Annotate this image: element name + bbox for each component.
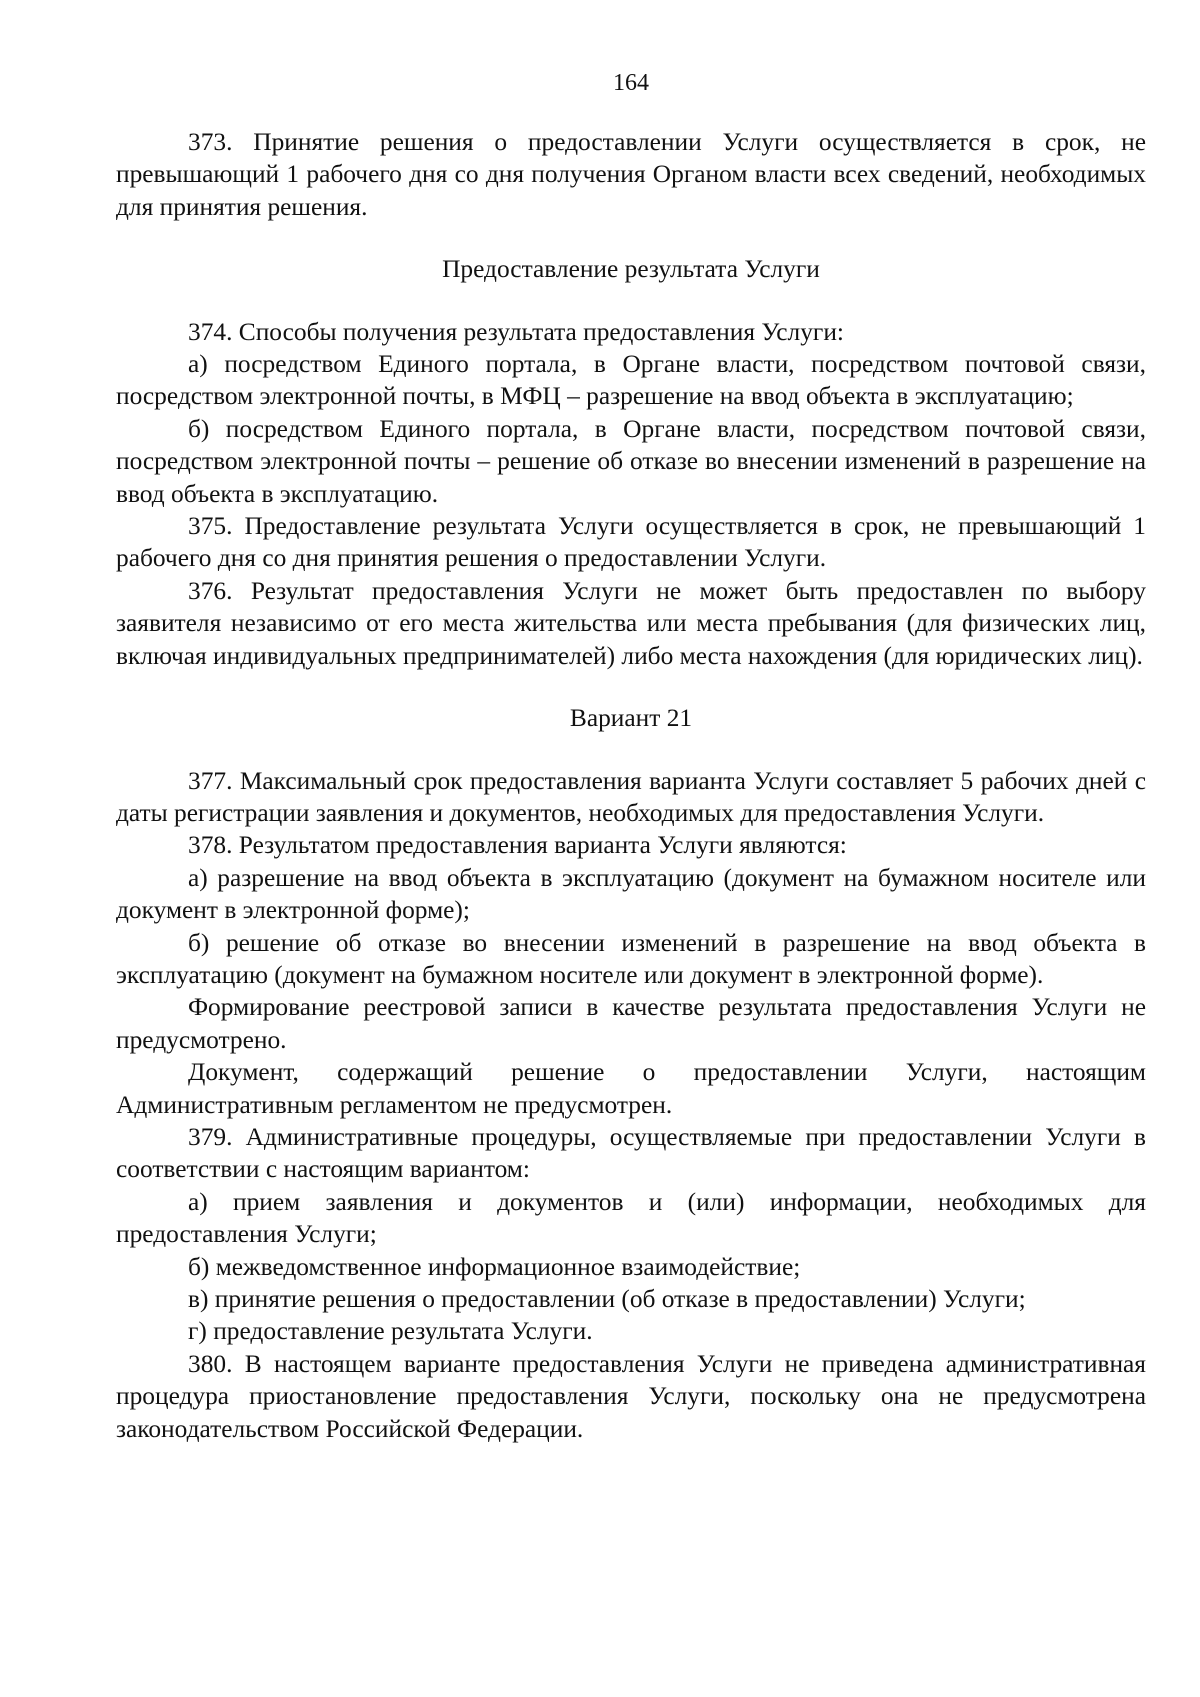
- paragraph-document: Документ, содержащий решение о предоставлении Услуги, настоящим Административным регламентом не предусмотрен.: [116, 1058, 1146, 1119]
- section-heading-result: Предоставление результата Услуги: [442, 255, 820, 284]
- paragraph-378-a: а) разрешение на ввод объекта в эксплуатацию (документ на бумажном носителе или документ в электронной форме);: [116, 863, 1146, 925]
- paragraph-377: 377. Максимальный срок предоставления варианта Услуги составляет 5 рабочих дней с даты регистрации заявления и документов, необходимых для предоставления Услуги.: [116, 766, 1146, 827]
- paragraph-379: 379. Административные процедуры, осуществляемые при предоставлении Услуги в соответствии с настоящим вариантом:: [116, 1122, 1146, 1184]
- paragraph-379-c: в) принятие решения о предоставлении (об отказе в предоставлении) Услуги;: [188, 1285, 1026, 1313]
- paragraph-374: 374. Способы получения результата предоставления Услуги:: [188, 317, 844, 346]
- document-body: [116, 126, 1146, 1445]
- paragraph-376: 376. Результат предоставления Услуги не может быть предоставлен по выбору заявителя независимо от его места жительства или места пребывания (для физических лиц, включая индивидуальных предпринимателей) либо места нахождения (для юридических лиц).: [116, 576, 1146, 670]
- paragraph-378-b: б) решение об отказе во внесении изменений в разрешение на ввод объекта в эксплуатацию (документ на бумажном носителе или документ в электронной форме).: [116, 928, 1146, 989]
- paragraph-373: 373. Принятие решения о предоставлении Услуги осуществляется в срок, не превышающий 1 рабочего дня со дня получения Органом власти всех сведений, необходимых для принятия решения.: [116, 128, 1146, 221]
- document-page: [116, 0, 1146, 1697]
- spacer: [116, 286, 1146, 316]
- paragraph-374-a: а) посредством Единого портала, в Органе власти, посредством почтовой связи, посредством электронной почты, в МФЦ – разрешение на ввод объекта в эксплуатацию;: [116, 350, 1146, 411]
- paragraph-379-a: а) прием заявления и документов и (или) информации, необходимых для предоставления Услуги;: [116, 1187, 1146, 1249]
- paragraph-374-b: б) посредством Единого портала, в Органе власти, посредством почтовой связи, посредством электронной почты – решение об отказе во внесении изменений в разрешение на ввод объекта в эксплуатацию.: [116, 414, 1146, 508]
- spacer: [116, 672, 1146, 702]
- paragraph-379-b: б) межведомственное информационное взаимодействие;: [188, 1252, 801, 1281]
- paragraph-375: 375. Предоставление результата Услуги осуществляется в срок, не превышающий 1 рабочего дня со дня принятия решения о предоставлении Услуги.: [116, 512, 1146, 573]
- section-heading-variant: Вариант 21: [569, 704, 693, 733]
- paragraph-380: 380. В настоящем варианте предоставления Услуги не приведена административная процедура приостановление предоставления Услуги, поскольку она не предусмотрена законодательством Российской Федерации.: [116, 1349, 1146, 1443]
- paragraph-registry: Формирование реестровой записи в качестве результата предоставления Услуги не предусмотрено.: [116, 993, 1146, 1054]
- spacer: [116, 735, 1146, 765]
- page-number: 164: [613, 70, 649, 96]
- paragraph-379-d: г) предоставление результата Услуги.: [188, 1317, 593, 1346]
- spacer: [116, 223, 1146, 253]
- paragraph-378: 378. Результатом предоставления варианта Услуги являются:: [188, 831, 847, 860]
